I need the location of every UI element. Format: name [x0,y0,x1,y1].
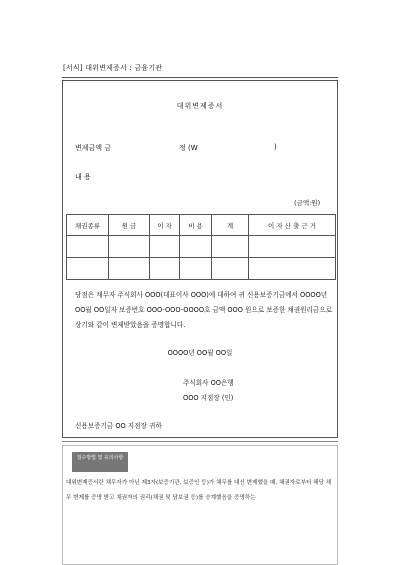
issue-date: OOOO년 OO월 OO일 [167,349,233,357]
amount-label: 변제금액 금 [75,144,112,152]
table-header-cell: 채권종류 [67,215,109,236]
table-header-row [67,215,336,236]
notes-text: 대위변제증서란 채무자가 아닌 제3자(보증기관, 보증인 등)가 채무를 대신 변제했을 때, 채권자로부터 해당 채무 변제를 증명 받고 채권자의 권리(채권 및 담보권 등)를 승계했음을 증명하는 [66,480,332,501]
certification-paragraph: 당점은 채무자 주식회사 OOO(대표이사 OOO)에 대하여 귀 신용보증기금에서 OOOO년 OO월 OO일자 보증번호 OOO-OOO-OOOO호 금액 OOO 원으로 보증한 채권원리금으로 상기와 같이 변제받았음을 증명합니다. [75,291,332,329]
table-cell [67,236,109,258]
amount-money-open: 정 (W [179,144,198,152]
table-cell [150,258,180,280]
table-cell [212,236,249,258]
claim-table [66,214,336,280]
table-header-cell: 이 자 [150,215,180,236]
notes-badge: 접수방법 및 유의사항 [72,452,128,472]
table-cell [180,258,212,280]
table-cell [249,258,336,280]
table-cell [150,236,180,258]
issuer-corp: 주식회사 OO은행 [183,379,234,387]
table-row [67,258,336,280]
section-divider [62,441,338,442]
recipient-line: 신용보증기금 OO 지점장 귀하 [75,422,162,430]
table-cell [249,236,336,258]
table-cell [109,258,150,280]
table-header-cell: 원 금 [109,215,150,236]
form-header: [서식] 대위변제증서 : 금융기관 [63,64,163,72]
table-row [67,236,336,258]
unit-label: (금액:원) [294,199,321,207]
table-cell [109,236,150,258]
table-header-cell: 이 자 산 출 근 거 [249,215,336,236]
table-header-cell: 비 용 [180,215,212,236]
amount-money-close: ) [274,143,277,151]
header-rule [62,77,338,78]
issuer-branch-signature: OOO 지점장 (인) [183,394,234,402]
content-label: 내 용 [75,173,91,181]
document-title: 대위변제증서 [176,102,224,110]
table-cell [180,236,212,258]
table-cell [67,258,109,280]
table-header-cell: 계 [212,215,249,236]
table-cell [212,258,249,280]
